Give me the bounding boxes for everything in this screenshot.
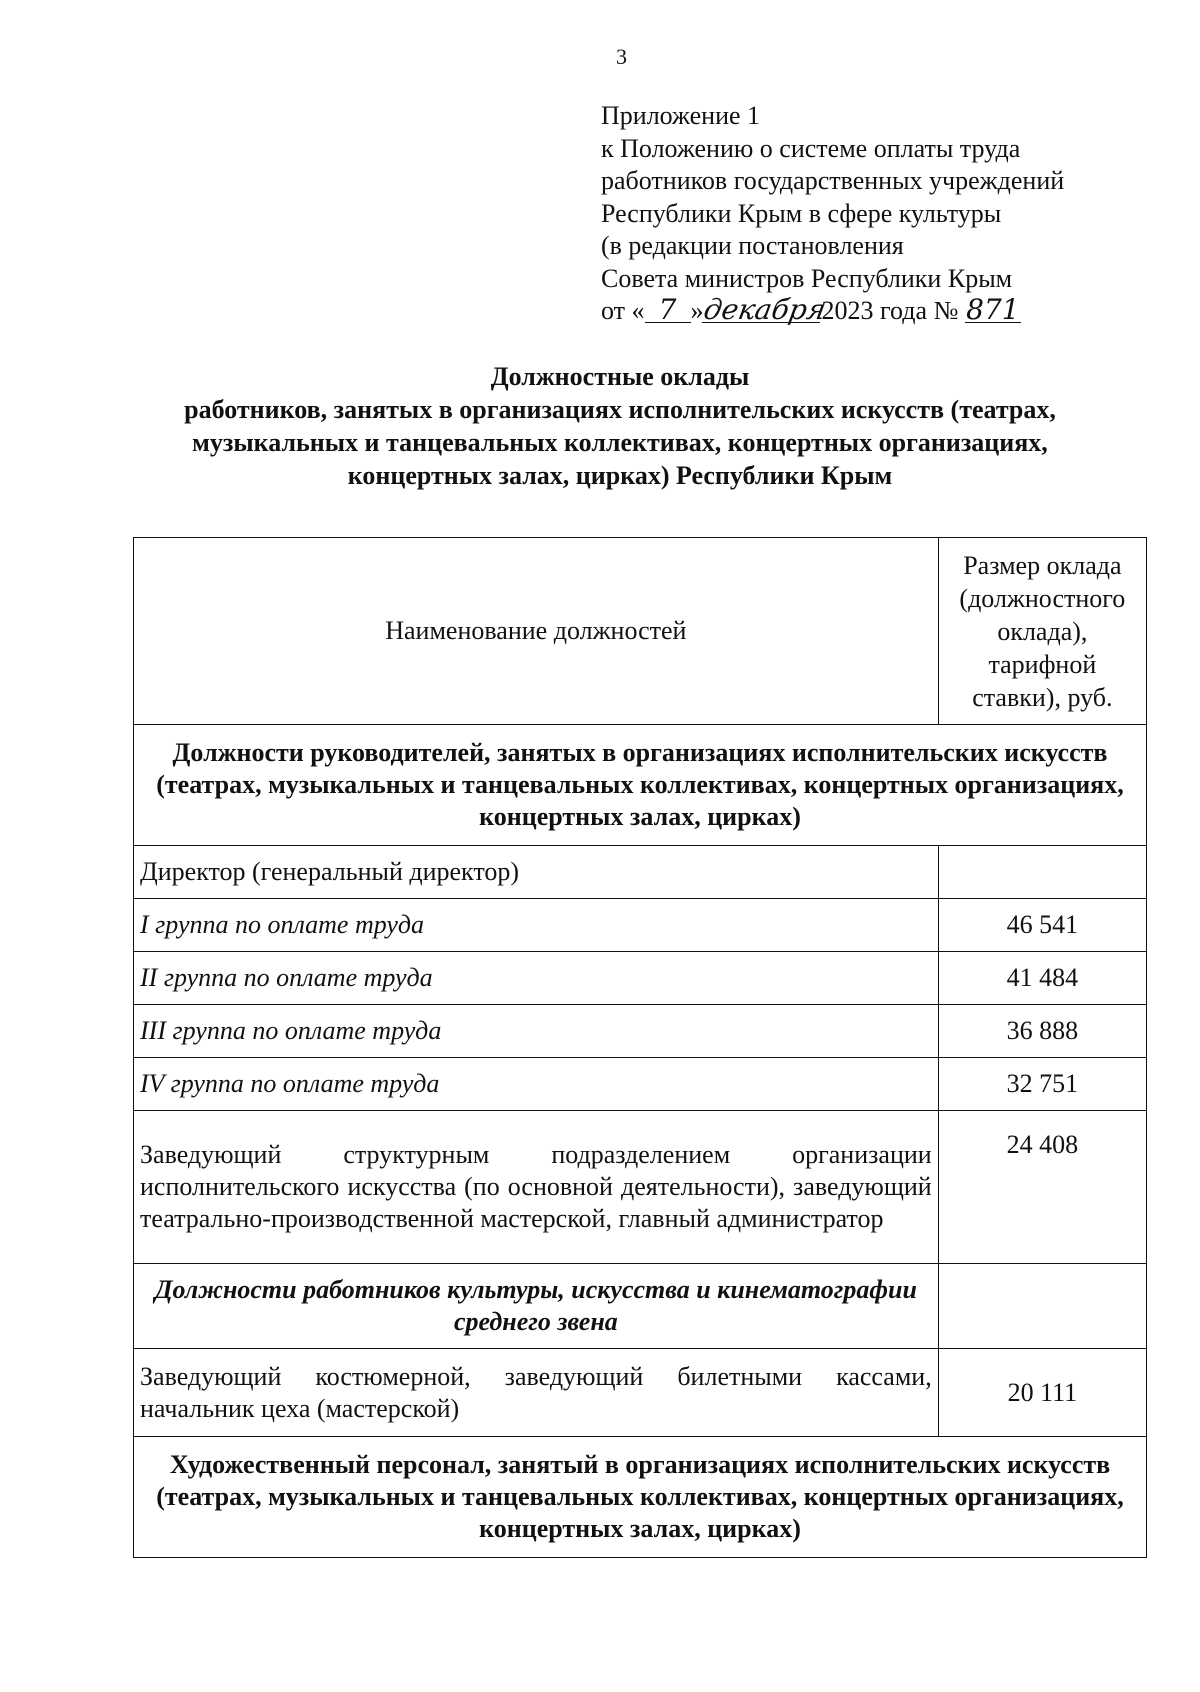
handwritten-day: 7 (645, 298, 691, 323)
amount-cell-empty (938, 1264, 1146, 1349)
date-year-text: 2023 года № (821, 296, 959, 325)
heading-line: концертных залах, цирках) Республики Крым (347, 461, 893, 490)
salary-table (133, 537, 1147, 1558)
section-heading: Художественный персонал, занятый в организациях исполнительских искусств (театрах, музыкальных и танцевальных коллективах, концертных организациях, концертных залах, цирках) (134, 1437, 1147, 1558)
amount-cell: 41 484 (938, 952, 1146, 1005)
position-name: III группа по оплате труда (134, 1005, 939, 1058)
appendix-line: Приложение 1 (601, 101, 761, 130)
appendix-line: к Положению о системе оплаты труда (601, 133, 1021, 163)
table-header-row (134, 538, 1147, 725)
appendix-line: Республики Крым в сфере культуры (601, 198, 1002, 228)
amount-cell-empty (938, 846, 1146, 899)
section-heading: Должности руководителей, занятых в организациях исполнительских искусств (театрах, музыкальных и танцевальных коллективах, концертных организациях, концертных залах, цирках) (134, 725, 1147, 846)
amount-cell: 32 751 (938, 1058, 1146, 1111)
handwritten-month: декабря (700, 293, 828, 326)
section-heading: Должности работников культуры, искусства и кинематографии среднего звена (134, 1264, 939, 1349)
table-row (134, 1005, 1147, 1058)
table-row (134, 1111, 1147, 1264)
amount-cell: 46 541 (938, 899, 1146, 952)
section-row (134, 1437, 1147, 1558)
table-row (134, 899, 1147, 952)
appendix-line: работников государственных учреждений (601, 166, 1065, 195)
position-name: II группа по оплате труда (134, 952, 939, 1005)
handwritten-doc-number: 871 (966, 293, 1020, 326)
header-name-cell: Наименование должностей (134, 538, 939, 725)
position-name: Заведующий структурным подразделением организации исполнительского искусства (по основной деятельности), заведующий театрально-производственной мастерской, главный администратор (134, 1111, 939, 1264)
table-row (134, 1349, 1147, 1437)
position-name: I группа по оплате труда (134, 899, 939, 952)
table-row (134, 952, 1147, 1005)
header-amount-cell: Размер оклада (должностного оклада), тарифной ставки), руб. (938, 538, 1146, 725)
position-name: Директор (генеральный директор) (134, 846, 939, 899)
table-row (134, 846, 1147, 899)
heading-line: Должностные оклады (490, 362, 750, 391)
appendix-line: (в редакции постановления (601, 231, 904, 260)
position-name: Заведующий костюмерной, заведующий билетными кассами, начальник цеха (мастерской) (134, 1349, 939, 1437)
appendix-line: Совета министров Республики Крым (601, 263, 1013, 293)
date-mid: » (690, 296, 704, 325)
position-name: IV группа по оплате труда (134, 1058, 939, 1111)
section-row (134, 1264, 1147, 1349)
page-number: 3 (616, 44, 627, 69)
section-row (134, 725, 1147, 846)
appendix-block (601, 100, 1064, 328)
amount-cell: 36 888 (938, 1005, 1146, 1058)
heading-line: музыкальных и танцевальных коллективах, концертных организациях, (192, 428, 1048, 457)
appendix-date-line (601, 295, 1064, 328)
date-prefix: от « (601, 296, 645, 325)
document-heading (110, 360, 1130, 492)
heading-line: работников, занятых в организациях исполнительских искусств (театрах, (184, 395, 1056, 424)
amount-cell: 20 111 (938, 1349, 1146, 1437)
table-row (134, 1058, 1147, 1111)
amount-cell: 24 408 (938, 1111, 1146, 1264)
